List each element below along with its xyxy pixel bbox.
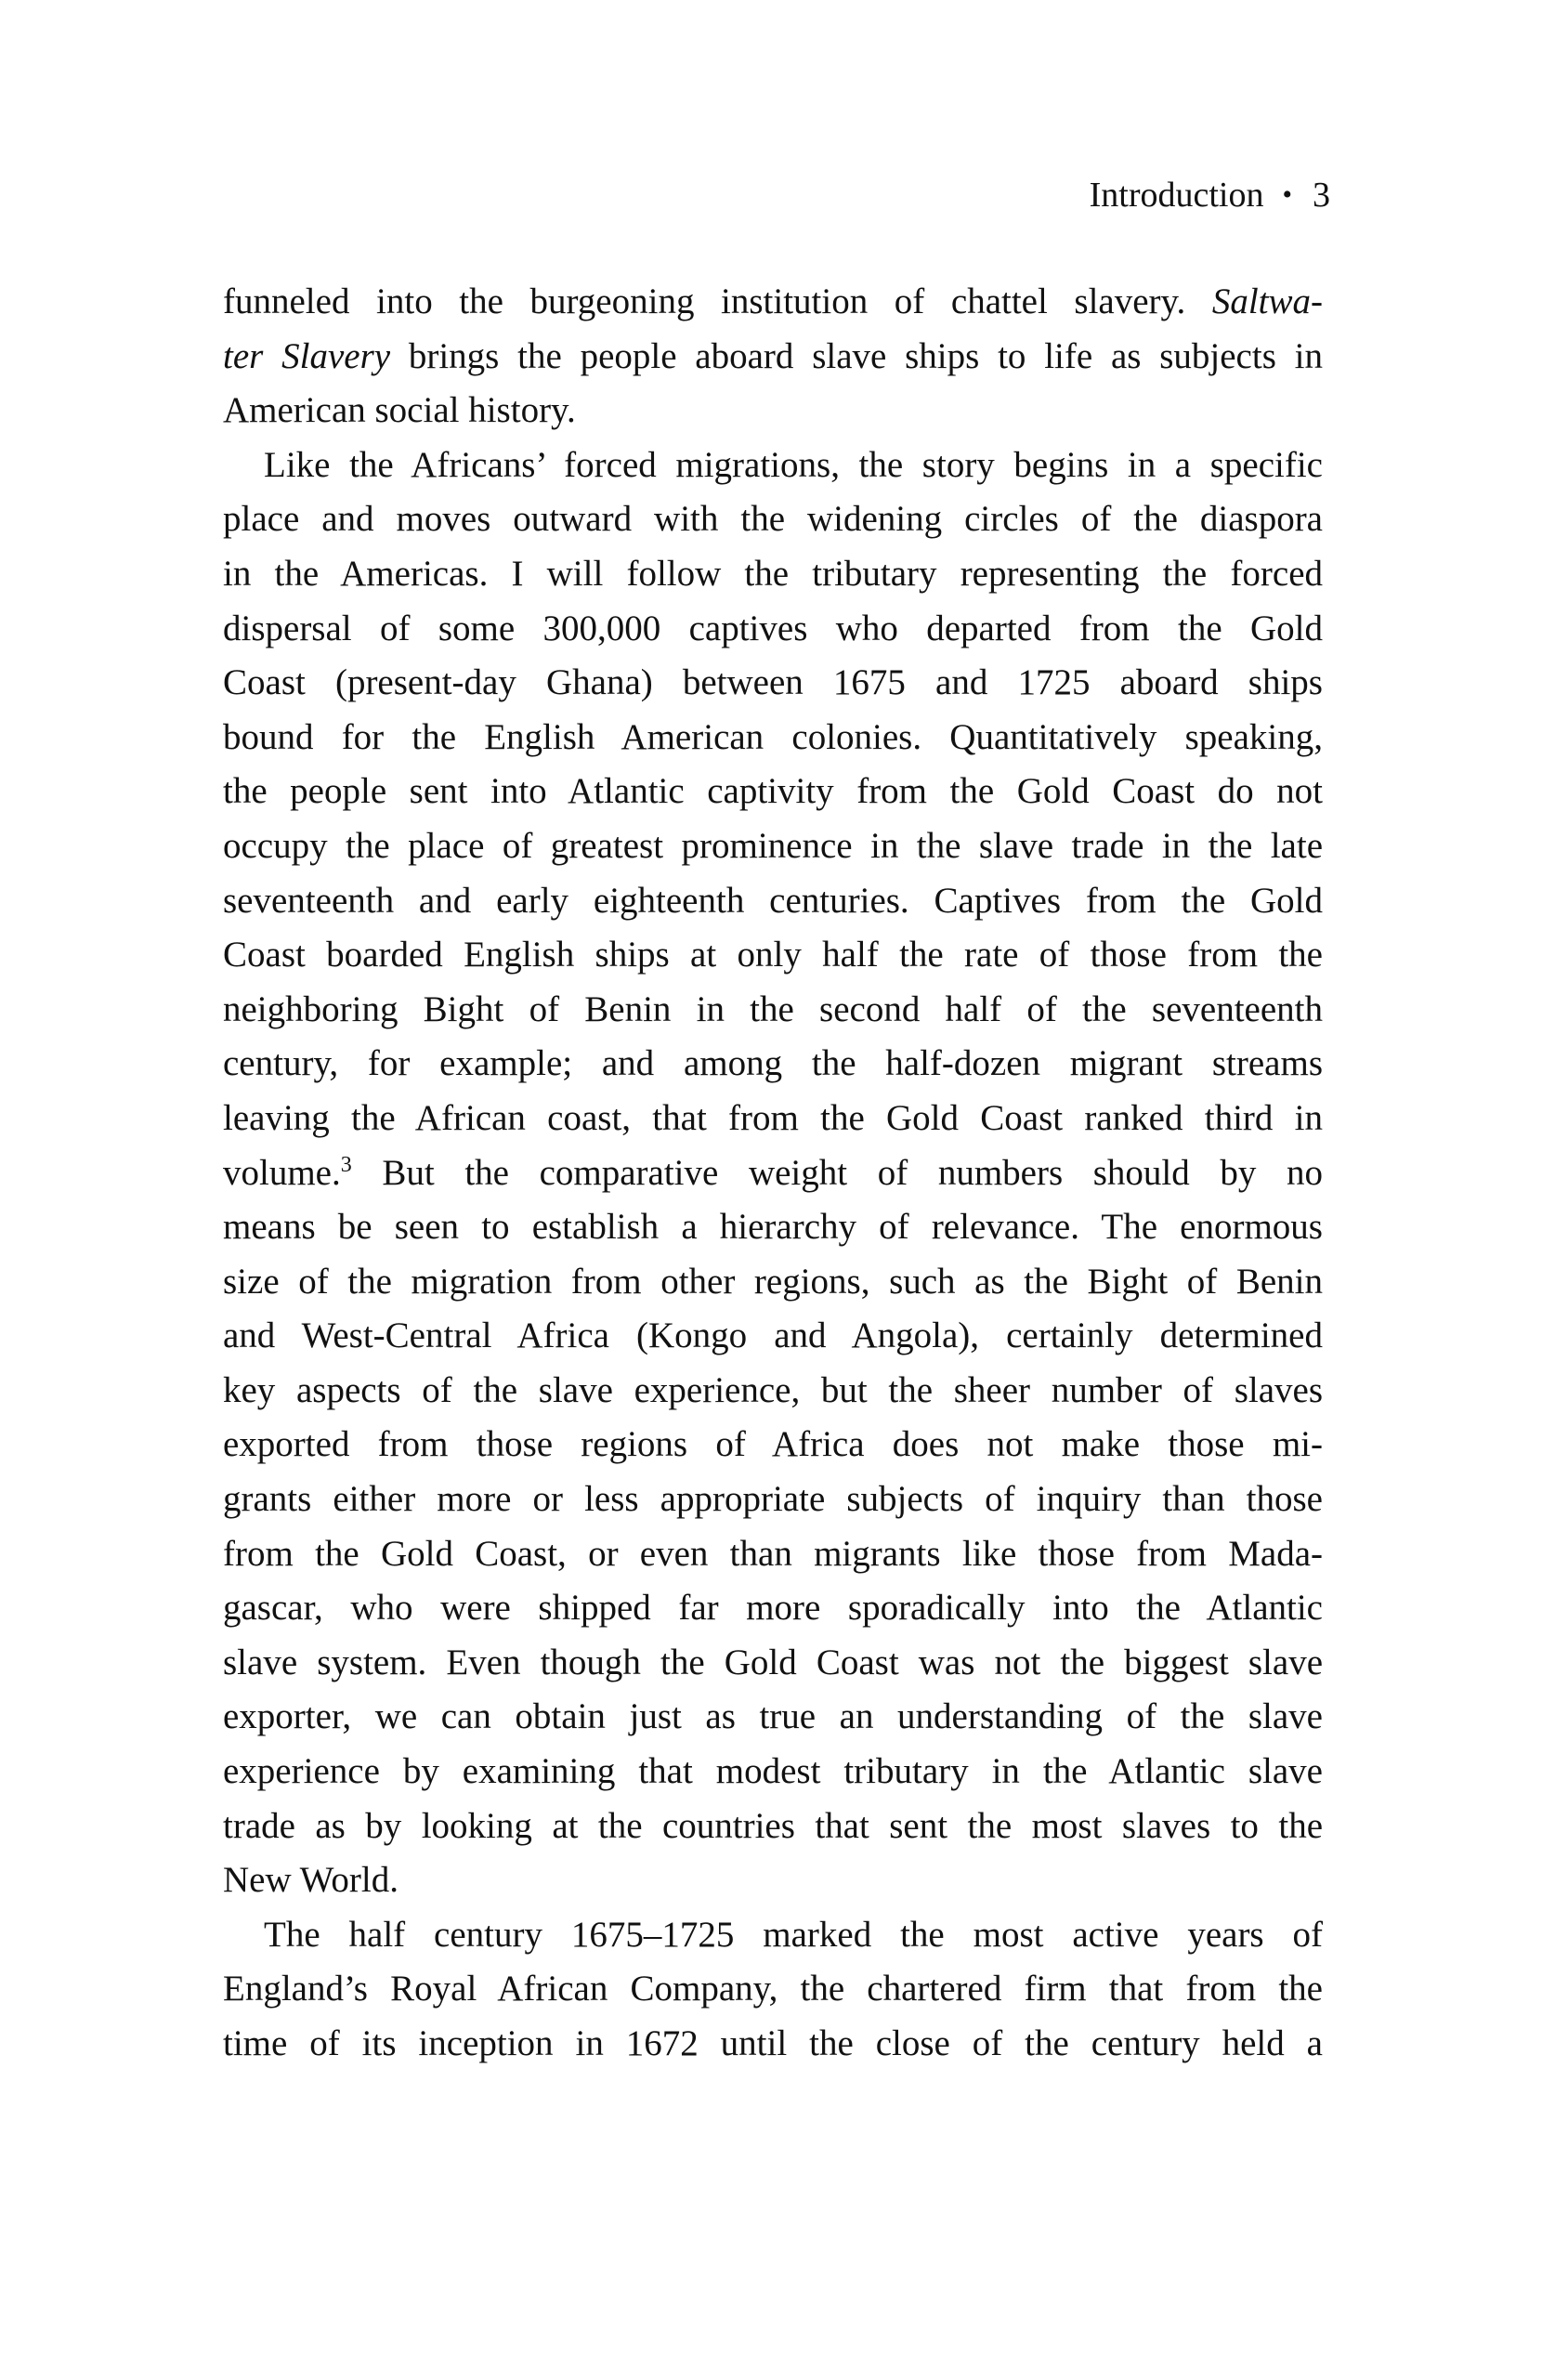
text-line [223, 1364, 1323, 1419]
text-segment: experience by examining that modest tributary in the Atlantic slave [223, 1751, 1323, 1792]
page-number: 3 [1313, 176, 1330, 215]
text-segment: England’s Royal African Company, the chartered firm that from the [223, 1969, 1323, 2009]
text-segment: neighboring Bight of Benin in the second half of the seventeenth [223, 988, 1323, 1029]
text-segment: from the Gold Coast, or even than migrants like those from Mada- [223, 1533, 1323, 1574]
text-segment: and West-Central Africa (Kongo and Angola), certainly determined [223, 1315, 1323, 1356]
text-line [223, 1418, 1323, 1472]
text-segment: Coast boarded English ships at only half the rate of those from the [223, 935, 1323, 975]
text-segment: seventeenth and early eighteenth centuries. Captives from the Gold [223, 880, 1323, 921]
text-line [223, 1690, 1323, 1745]
text-line [223, 1745, 1323, 1800]
text-segment: trade as by looking at the countries that sent the most slaves to the [223, 1805, 1323, 1846]
footnote-reference: 3 [340, 1152, 352, 1177]
text-segment: century, for example; and among the half-dozen migrant streams [223, 1043, 1323, 1084]
text-line [223, 983, 1323, 1038]
text-segment: dispersal of some 300,000 captives who departed from the Gold [223, 608, 1323, 648]
text-segment: American social history. [223, 390, 576, 431]
italic-text: Saltwa- [1211, 281, 1323, 321]
text-segment: funneled into the burgeoning institution of chattel slavery. [223, 281, 1212, 321]
text-line [223, 656, 1323, 711]
text-line [223, 1092, 1323, 1146]
text-line [223, 602, 1323, 657]
text-line [223, 330, 1323, 385]
text-line [223, 1636, 1323, 1691]
text-line [223, 384, 1323, 438]
text-segment: Coast (present-day Ghana) between 1675 and 1725 aboard ships [223, 662, 1323, 703]
text-line [223, 1908, 1323, 1963]
text-segment: New World. [223, 1860, 399, 1901]
text-line [223, 1527, 1323, 1582]
text-line [223, 1962, 1323, 2017]
running-head-separator: • [1282, 179, 1292, 210]
running-head [1090, 171, 1330, 219]
text-line [223, 819, 1323, 874]
paragraph [223, 275, 1323, 438]
text-segment: grants either more or less appropriate subjects of inquiry than those [223, 1479, 1323, 1520]
text-line [223, 2017, 1323, 2072]
text-line [223, 1146, 1323, 1201]
text-segment: But the comparative weight of numbers should by no [351, 1152, 1323, 1193]
text-segment: gascar, who were shipped far more sporadically into the Atlantic [223, 1588, 1323, 1629]
text-segment: bound for the English American colonies. Quantitatively speaking, [223, 716, 1323, 757]
text-segment: the people sent into Atlantic captivity from the Gold Coast do not [223, 771, 1323, 812]
paragraph [223, 1908, 1323, 2072]
text-segment: volume. [223, 1152, 341, 1193]
paragraph [223, 438, 1323, 1908]
text-line [223, 711, 1323, 766]
text-line [223, 547, 1323, 602]
text-line [223, 1853, 1323, 1908]
text-line [223, 1472, 1323, 1527]
text-segment: place and moves outward with the widening circles of the diaspora [223, 499, 1323, 540]
text-segment: exporter, we can obtain just as true an understanding of the slave [223, 1696, 1323, 1737]
text-segment: Like the Africans’ forced migrations, the story begins in a specific [264, 444, 1323, 485]
text-segment: leaving the African coast, that from the Gold Coast ranked third in [223, 1097, 1323, 1138]
text-line [223, 275, 1323, 330]
text-line [223, 438, 1323, 493]
running-head-title: Introduction [1089, 176, 1264, 215]
text-line [223, 1581, 1323, 1636]
text-segment: slave system. Even though the Gold Coast was not the biggest slave [223, 1642, 1323, 1682]
text-segment: time of its inception in 1672 until the close of the century held a [223, 2023, 1323, 2063]
text-segment: size of the migration from other regions, such as the Bight of Benin [223, 1261, 1323, 1302]
text-segment: exported from those regions of Africa does not make those mi- [223, 1424, 1323, 1465]
text-line [223, 1309, 1323, 1364]
text-segment: brings the people aboard slave ships to life as subjects in [390, 335, 1324, 376]
body-text [223, 275, 1323, 2072]
text-segment: key aspects of the slave experience, but the sheer number of slaves [223, 1369, 1323, 1410]
text-line [223, 1200, 1323, 1255]
text-line [223, 928, 1323, 983]
italic-text: ter Slavery [223, 335, 391, 376]
text-line [223, 1255, 1323, 1310]
text-line [223, 1800, 1323, 1854]
text-line [223, 1037, 1323, 1092]
text-line [223, 874, 1323, 929]
text-line [223, 765, 1323, 819]
text-line [223, 492, 1323, 547]
text-segment: The half century 1675–1725 marked the most active years of [264, 1914, 1323, 1955]
text-segment: in the Americas. I will follow the tributary representing the forced [223, 553, 1323, 594]
text-segment: occupy the place of greatest prominence in the slave trade in the late [223, 825, 1323, 866]
text-segment: means be seen to establish a hierarchy of relevance. The enormous [223, 1207, 1323, 1248]
